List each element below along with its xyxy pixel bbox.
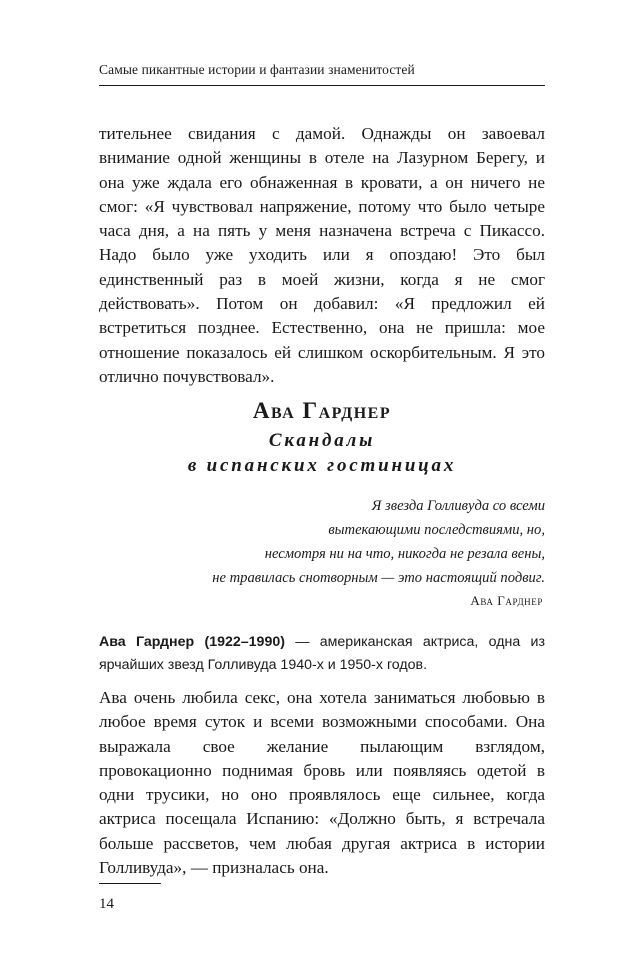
- page-number: 14: [99, 896, 114, 912]
- bio-name: Ава Гарднер (1922–1990): [99, 634, 285, 650]
- footer-rule: [99, 883, 161, 884]
- epigraph: [125, 494, 545, 590]
- chapter-subtitle-line-1: Скандалы: [268, 430, 376, 451]
- epigraph-line-1: Я звезда Голливуда со всеми: [371, 498, 545, 514]
- epigraph-line-3: несмотря ни на что, никогда не резала вены,: [264, 546, 545, 562]
- bio-text: — американская актриса, одна из ярчайших звезд Голливуда 1940-х и 1950-х годов.: [99, 634, 545, 673]
- chapter-subtitle-line-2: в испанских гостиницах: [187, 455, 457, 476]
- paragraph-text: Ава очень любила секс, она хотела заниматься любовью в любое время суток и всеми возможными способами. Она выражала свое желание пылающим взглядом, провокационно поднимая бровь или появляясь одетой в одни трусики, но оно проявлялось еще сильнее, когда актриса посещала Испанию: «Должно быть, я встречала больше рассветов, чем любая другая актриса в истории Голливуда», — призналась она.: [99, 688, 545, 878]
- epigraph-author: Ава Гарднер: [470, 593, 543, 608]
- epigraph-line-4: не травилась снотворным — это настоящий подвиг.: [212, 570, 545, 586]
- paragraph-text: тительнее свидания с дамой. Однажды он завоевал внимание одной женщины в отеле на Лазурном Берегу, и она уже ждала его обнаженная в кровати, а он ничего не смог: «Я чувствовал напряжение, потому что было четыре часа дня, а на пять у меня назначена встреча с Пикассо. Надо было уже уходить или я опоздаю! Это был единственный раз в моей жизни, когда я не смог действовать». Потом он добавил: «Я предложил ей встретиться позднее. Естественно, она не пришла: мое отношение показалось ей слишком оскорбительным. Я это отлично почувствовал».: [99, 124, 545, 386]
- chapter-title: Ава Гарднер: [252, 398, 392, 423]
- chapter-subtitle: [99, 428, 545, 478]
- epigraph-line-2: вытекающими последствиями, но,: [328, 522, 545, 538]
- header-rule: [99, 85, 545, 86]
- body-paragraph-2: [99, 686, 545, 880]
- running-head: Самые пикантные истории и фантазии знаменитостей: [99, 62, 415, 77]
- body-paragraph-1: [99, 122, 545, 389]
- bio-note: [99, 631, 545, 677]
